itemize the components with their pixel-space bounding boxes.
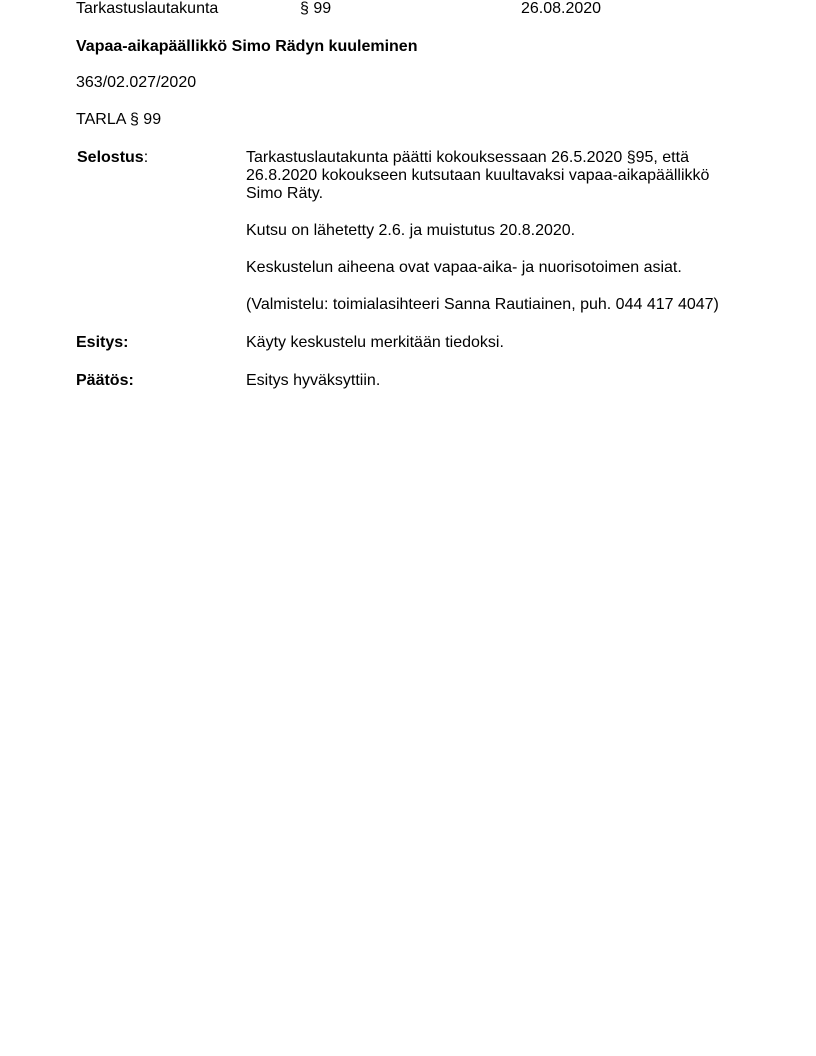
item-reference: TARLA § 99 <box>76 111 162 128</box>
selostus-line: (Valmistelu: toimialasihteeri Sanna Rautiainen, puh. 044 417 4047) <box>246 296 719 313</box>
paatos-label: Päätös: <box>76 372 134 389</box>
paatos-text: Esitys hyväksyttiin. <box>246 372 381 389</box>
selostus-paragraph-2 <box>246 222 746 240</box>
item-title: Vapaa-aikapäällikkö Simo Rädyn kuuleminen <box>76 38 418 55</box>
meeting-date: 26.08.2020 <box>521 0 602 17</box>
selostus-label <box>77 149 148 167</box>
selostus-line: Simo Räty. <box>246 185 324 202</box>
esitys-text: Käyty keskustelu merkitään tiedoksi. <box>246 334 504 351</box>
selostus-paragraph-3 <box>246 259 746 277</box>
selostus-body <box>246 149 746 203</box>
selostus-paragraph-4 <box>246 296 746 314</box>
selostus-line: Tarkastuslautakunta päätti kokouksessaan 26.5.2020 §95, että <box>246 149 689 166</box>
selostus-line: 26.8.2020 kokoukseen kutsutaan kuultavaksi vapaa-aikapäällikkö <box>246 167 710 184</box>
selostus-label-text: Selostus <box>77 149 144 166</box>
committee-name: Tarkastuslautakunta <box>76 0 219 17</box>
section-number: § 99 <box>300 0 332 17</box>
selostus-line: Keskustelun aiheena ovat vapaa-aika- ja nuorisotoimen asiat. <box>246 259 682 276</box>
selostus-paragraph-1 <box>246 149 746 203</box>
selostus-line: Kutsu on lähetetty 2.6. ja muistutus 20.8.2020. <box>246 222 576 239</box>
selostus-label-colon: : <box>143 149 149 166</box>
esitys-label: Esitys: <box>76 334 129 351</box>
diary-number: 363/02.027/2020 <box>76 74 197 91</box>
